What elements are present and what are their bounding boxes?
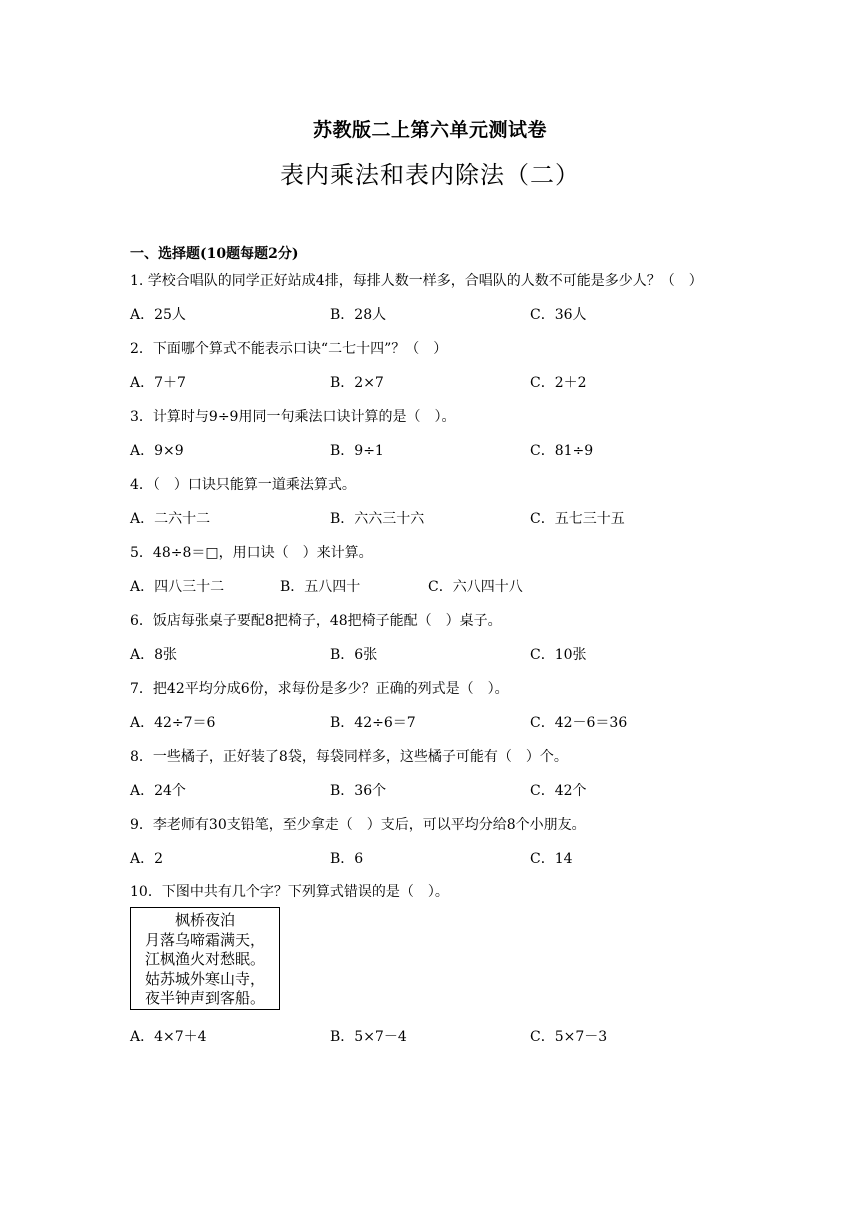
q10-option-a: A．4×7＋4 (130, 1029, 207, 1045)
q5-option-b: B．五八四十 (280, 579, 361, 595)
q3-option-b: B．9÷1 (330, 443, 384, 459)
q5-option-a: A．四八三十二 (130, 579, 225, 595)
q1-option-b: B．28人 (330, 307, 387, 323)
question-5: 5．48÷8＝□，用口诀（ ）来计算。 (130, 545, 373, 561)
q7-option-c: C．42－6＝36 (530, 715, 628, 731)
q9-option-b: B．6 (330, 851, 364, 867)
question-9: 9．李老师有30支铅笔，至少拿走（ ）支后，可以平均分给8个小朋友。 (130, 817, 586, 833)
q2-option-b: B．2×7 (330, 375, 384, 391)
q9-option-a: A．2 (130, 851, 164, 867)
poem-line: 夜半钟声到客船。 (144, 989, 265, 1007)
q4-option-a: A．二六十二 (130, 511, 211, 527)
q1-option-c: C．36人 (530, 307, 587, 323)
q10-option-b: B．5×7－4 (330, 1029, 407, 1045)
q3-option-a: A．9×9 (130, 443, 184, 459)
q9-option-c: C．14 (530, 851, 573, 867)
q6-option-b: B．6张 (330, 647, 378, 663)
q8-option-c: C．42个 (530, 783, 587, 799)
question-6: 6．饭店每张桌子要配8把椅子，48把椅子能配（ ）桌子。 (130, 613, 502, 629)
question-8: 8．一些橘子，正好装了8袋，每袋同样多，这些橘子可能有（ ）个。 (130, 749, 568, 765)
q2-option-c: C．2＋2 (530, 375, 587, 391)
poem-title: 枫桥夜泊 (174, 911, 235, 929)
q8-option-a: A．24个 (130, 783, 186, 799)
q5-option-c: C．六八四十八 (428, 579, 523, 595)
q3-option-c: C．81÷9 (530, 443, 594, 459)
question-1: 1. 学校合唱队的同学正好站成4排，每排人数一样多，合唱队的人数不可能是多少人？（ ） (130, 273, 703, 289)
q6-option-c: C．10张 (530, 647, 587, 663)
poem-line: 月落乌啼霜满天， (144, 930, 265, 949)
q4-option-b: B．六六三十六 (330, 511, 425, 527)
q2-option-a: A．7＋7 (130, 375, 186, 391)
q7-option-a: A．42÷7＝6 (130, 715, 216, 731)
question-4: 4．（ ）口诀只能算一道乘法算式。 (130, 477, 356, 493)
poem-line: 江枫渔火对愁眠。 (144, 950, 265, 968)
poem-figure (130, 907, 280, 1010)
section-heading: 一、选择题(10题每题2分) (130, 246, 299, 262)
question-2: 2．下面哪个算式不能表示口诀“二七十四”？（ ） (130, 341, 448, 357)
q1-option-a: A．25人 (130, 307, 186, 323)
question-7: 7．把42平均分成6份，求每份是多少？正确的列式是（ ）。 (130, 681, 509, 697)
q7-option-b: B．42÷6＝7 (330, 715, 416, 731)
question-3: 3．计算时与9÷9用同一句乘法口诀计算的是（ ）。 (130, 409, 456, 425)
poem-line: 姑苏城外寒山寺， (144, 969, 265, 988)
q6-option-a: A．8张 (130, 647, 178, 663)
q8-option-b: B．36个 (330, 783, 387, 799)
q4-option-c: C．五七三十五 (530, 511, 625, 527)
question-10: 10．下图中共有几个字？下列算式错误的是（ ）。 (130, 884, 449, 900)
q10-option-c: C．5×7－3 (530, 1029, 608, 1045)
page-subtitle: 表内乘法和表内除法（二） (280, 161, 580, 189)
page-title: 苏教版二上第六单元测试卷 (312, 119, 547, 141)
